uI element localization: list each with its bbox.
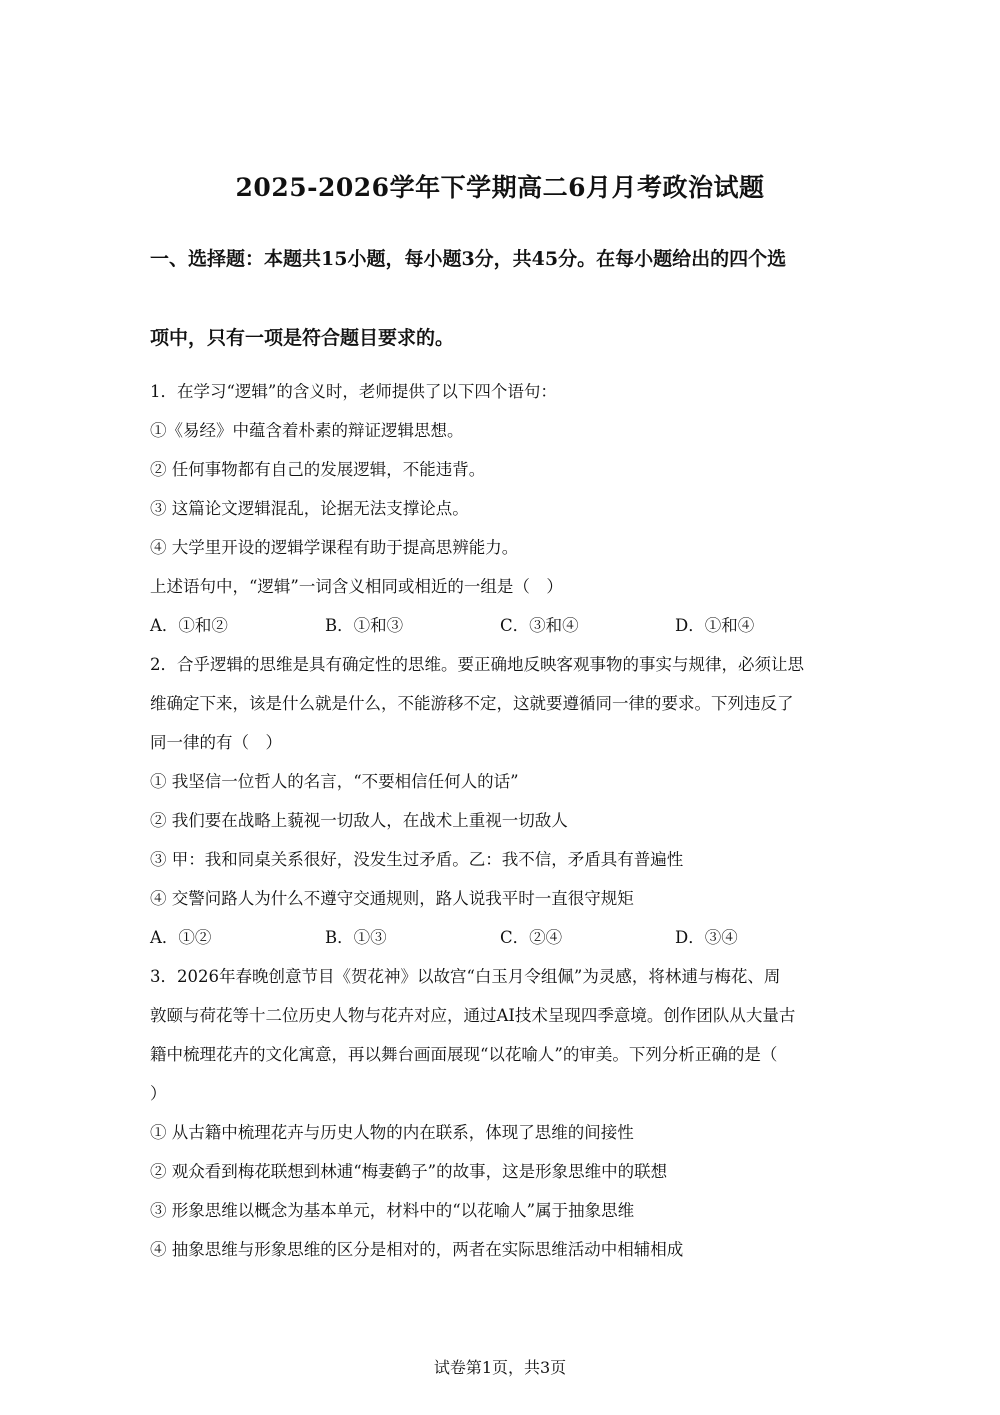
q2-item-3: ③ 甲：我和同桌关系很好，没发生过矛盾。乙：我不信，矛盾具有普遍性 [150, 850, 684, 869]
q1-question: 上述语句中，“逻辑”一词含义相同或相近的一组是（ ） [150, 577, 563, 596]
q1-option-c: C．③和④ [500, 616, 579, 635]
q1-stem: 1．在学习“逻辑”的含义时，老师提供了以下四个语句： [150, 382, 557, 401]
q3-item-2: ② 观众看到梅花联想到林逋“梅妻鹤子”的故事，这是形象思维中的联想 [150, 1162, 668, 1181]
q2-stem-line-1: 2．合乎逻辑的思维是具有确定性的思维。要正确地反映客观事物的事实与规律，必须让思 [150, 655, 804, 674]
page-title: 2025-2026学年下学期高二6月月考政治试题 [235, 173, 765, 202]
q3-item-3: ③ 形象思维以概念为基本单元，材料中的“以花喻人”属于抽象思维 [150, 1201, 635, 1220]
q3-stem-line-2: 敦颐与荷花等十二位历史人物与花卉对应，通过AI技术呈现四季意境。创作团队从大量古 [150, 1006, 796, 1025]
q1-option-b: B．①和③ [325, 616, 404, 635]
q2-option-b: B．①③ [325, 928, 387, 947]
q3-item-1: ① 从古籍中梳理花卉与历史人物的内在联系，体现了思维的间接性 [150, 1123, 634, 1142]
section-heading-line-1: 一、选择题：本题共15小题，每小题3分，共45分。在每小题给出的四个选 [150, 248, 787, 270]
q1-item-4: ④ 大学里开设的逻辑学课程有助于提高思辨能力。 [150, 538, 519, 557]
q3-stem-line-3: 籍中梳理花卉的文化寓意，再以舞台画面展现“以花喻人”的审美。下列分析正确的是（ [150, 1045, 778, 1064]
q3-item-4: ④ 抽象思维与形象思维的区分是相对的，两者在实际思维活动中相辅相成 [150, 1240, 684, 1259]
q1-item-3: ③ 这篇论文逻辑混乱，论据无法支撑论点。 [150, 499, 469, 518]
q3-stem-line-1: 3．2026年春晚创意节目《贺花神》以故宫“白玉月令组佩”为灵感，将林逋与梅花、周 [150, 967, 781, 986]
q2-item-2: ② 我们要在战略上藐视一切敌人，在战术上重视一切敌人 [150, 811, 568, 830]
q1-option-a: A．①和② [150, 616, 228, 635]
q2-stem-line-3: 同一律的有（ ） [150, 733, 282, 752]
q2-option-a: A．①② [150, 928, 212, 947]
q2-option-d: D．③④ [675, 928, 738, 947]
q2-item-1: ① 我坚信一位哲人的名言，“不要相信任何人的话” [150, 772, 519, 791]
page-footer: 试卷第1页，共3页 [433, 1358, 567, 1377]
section-heading-line-2: 项中，只有一项是符合题目要求的。 [150, 327, 455, 349]
q1-item-1: ①《易经》中蕴含着朴素的辩证逻辑思想。 [150, 421, 464, 440]
q1-item-2: ② 任何事物都有自己的发展逻辑，不能违背。 [150, 460, 486, 479]
q1-option-d: D．①和④ [675, 616, 755, 635]
q2-stem-line-2: 维确定下来，该是什么就是什么，不能游移不定，这就要遵循同一律的要求。下列违反了 [150, 694, 794, 713]
q3-stem-line-4: ） [150, 1084, 167, 1103]
q2-item-4: ④ 交警问路人为什么不遵守交通规则，路人说我平时一直很守规矩 [150, 889, 634, 908]
q2-option-c: C．②④ [500, 928, 563, 947]
